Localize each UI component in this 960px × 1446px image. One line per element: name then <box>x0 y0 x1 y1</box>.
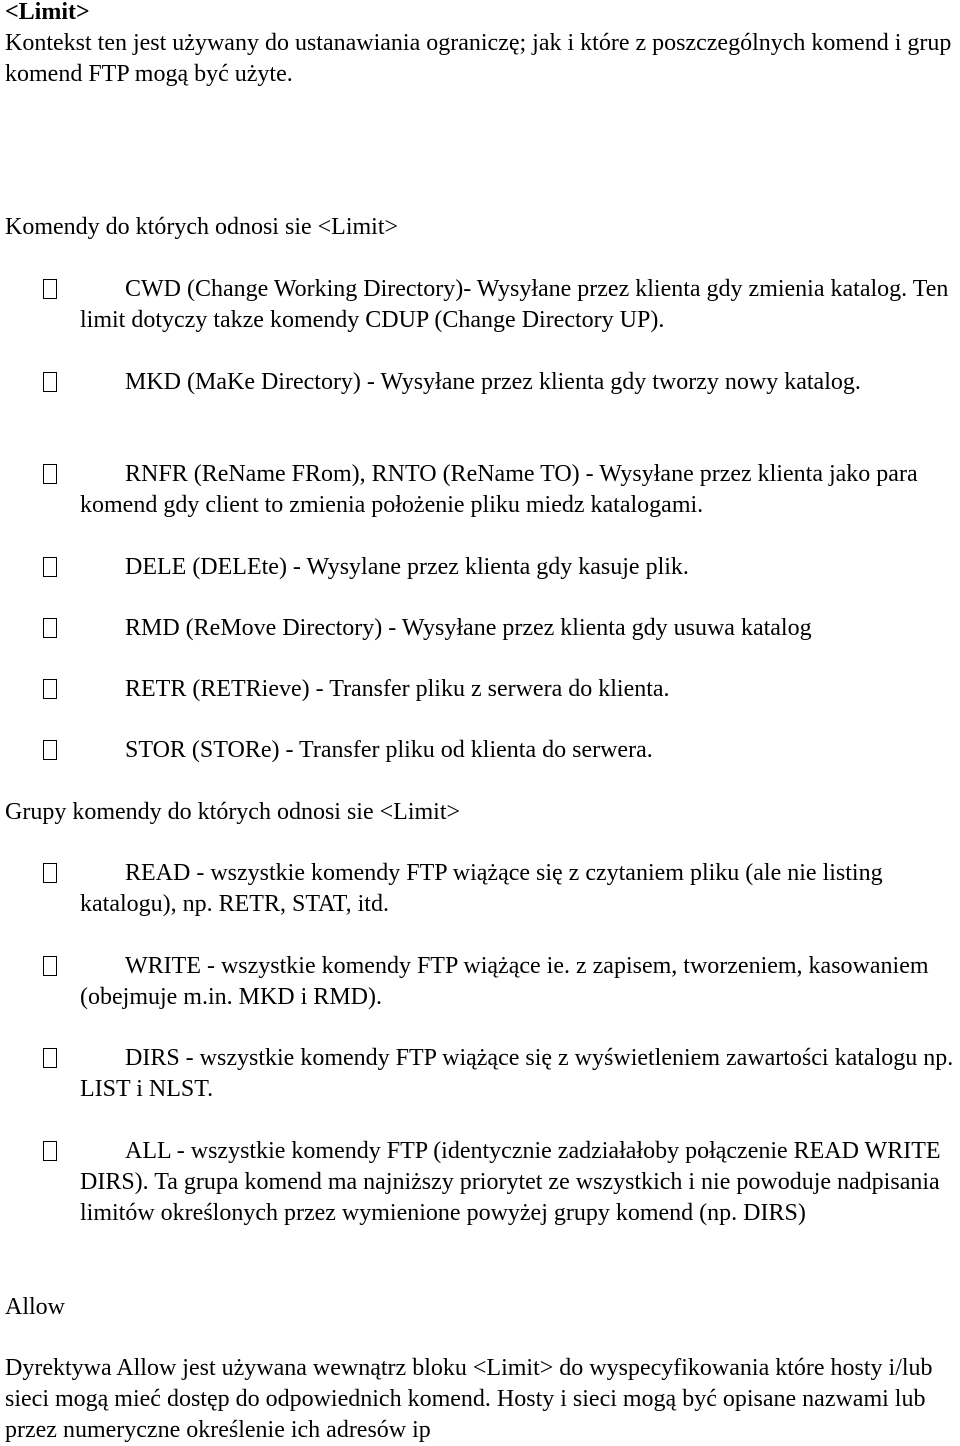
command-item-text: MKD (MaKe Directory) - Wysyłane przez klienta gdy tworzy nowy katalog. <box>125 369 861 395</box>
group-item-text: ALL - wszystkie komendy FTP (identycznie zadziałałoby połączenie READ WRITE DIRS). Ta grupa komend ma najniższy priorytet ze wszystkich i nie powoduje nadpisania limitów określonych przez wymienione powyżej grupy komend (np. DIRS) <box>80 1138 941 1226</box>
command-item <box>0 613 960 675</box>
group-item-text: READ - wszystkie komendy FTP wiążące się z czytaniem pliku (ale nie listing katalogu), np. RETR, STAT, itd. <box>80 860 883 917</box>
group-item <box>0 858 960 920</box>
bullet-box-icon <box>43 1048 57 1068</box>
limit-description: Kontekst ten jest używany do ustanawiania ograniczę; jak i które z poszczególnych komend i grup komend FTP mogą być użyte. <box>5 30 952 87</box>
group-item-text: WRITE - wszystkie komendy FTP wiążące ie. z zapisem, tworzeniem, kasowaniem (obejmuje m.in. MKD i RMD). <box>80 953 929 1010</box>
command-item <box>0 367 960 429</box>
group-item <box>0 1043 960 1105</box>
bullet-box-icon <box>43 557 57 577</box>
allow-heading: Allow <box>5 1294 65 1320</box>
limit-heading: <Limit> <box>5 0 90 25</box>
command-item <box>0 735 960 797</box>
group-item <box>0 951 960 1013</box>
bullet-box-icon <box>43 956 57 976</box>
bullet-box-icon <box>43 279 57 299</box>
command-item-text: STOR (STORe) - Transfer pliku od klienta do serwera. <box>125 737 653 763</box>
command-item <box>0 674 960 736</box>
bullet-box-icon <box>43 464 57 484</box>
bullet-box-icon <box>43 618 57 638</box>
command-item-text: RETR (RETRieve) - Transfer pliku z serwera do klienta. <box>125 676 670 702</box>
bullet-box-icon <box>43 1141 57 1161</box>
bullet-box-icon <box>43 863 57 883</box>
group-item <box>0 1136 960 1260</box>
command-item-text: CWD (Change Working Directory)- Wysyłane przez klienta gdy zmienia katalog. Ten limit dotyczy takze komendy CDUP (Change Directory UP). <box>80 276 949 333</box>
bullet-box-icon <box>43 372 57 392</box>
bullet-box-icon <box>43 679 57 699</box>
command-item <box>0 459 960 521</box>
bullet-box-icon <box>43 740 57 760</box>
group-item-text: DIRS - wszystkie komendy FTP wiążące się z wyświetleniem zawartości katalogu np. LIST i NLST. <box>80 1045 954 1102</box>
command-item <box>0 552 960 614</box>
commands-heading: Komendy do których odnosi sie <Limit> <box>5 214 399 240</box>
allow-description: Dyrektywa Allow jest używana wewnątrz bloku <Limit> do wyspecyfikowania które hosty i/lub sieci mogą mieć dostęp do odpowiednich komend. Hosty i sieci mogą być opisane nazwami lub przez numeryczne określenie ich adresów ip <box>5 1355 933 1443</box>
command-item <box>0 274 960 336</box>
command-item-text: RNFR (ReName FRom), RNTO (ReName TO) - Wysyłane przez klienta jako para komend gdy client to zmienia położenie pliku miedz katalogami. <box>80 461 918 518</box>
command-item-text: DELE (DELEte) - Wysylane przez klienta gdy kasuje plik. <box>125 554 689 580</box>
command-item-text: RMD (ReMove Directory) - Wysyłane przez klienta gdy usuwa katalog <box>125 615 812 641</box>
groups-heading: Grupy komendy do których odnosi sie <Limit> <box>5 799 461 825</box>
